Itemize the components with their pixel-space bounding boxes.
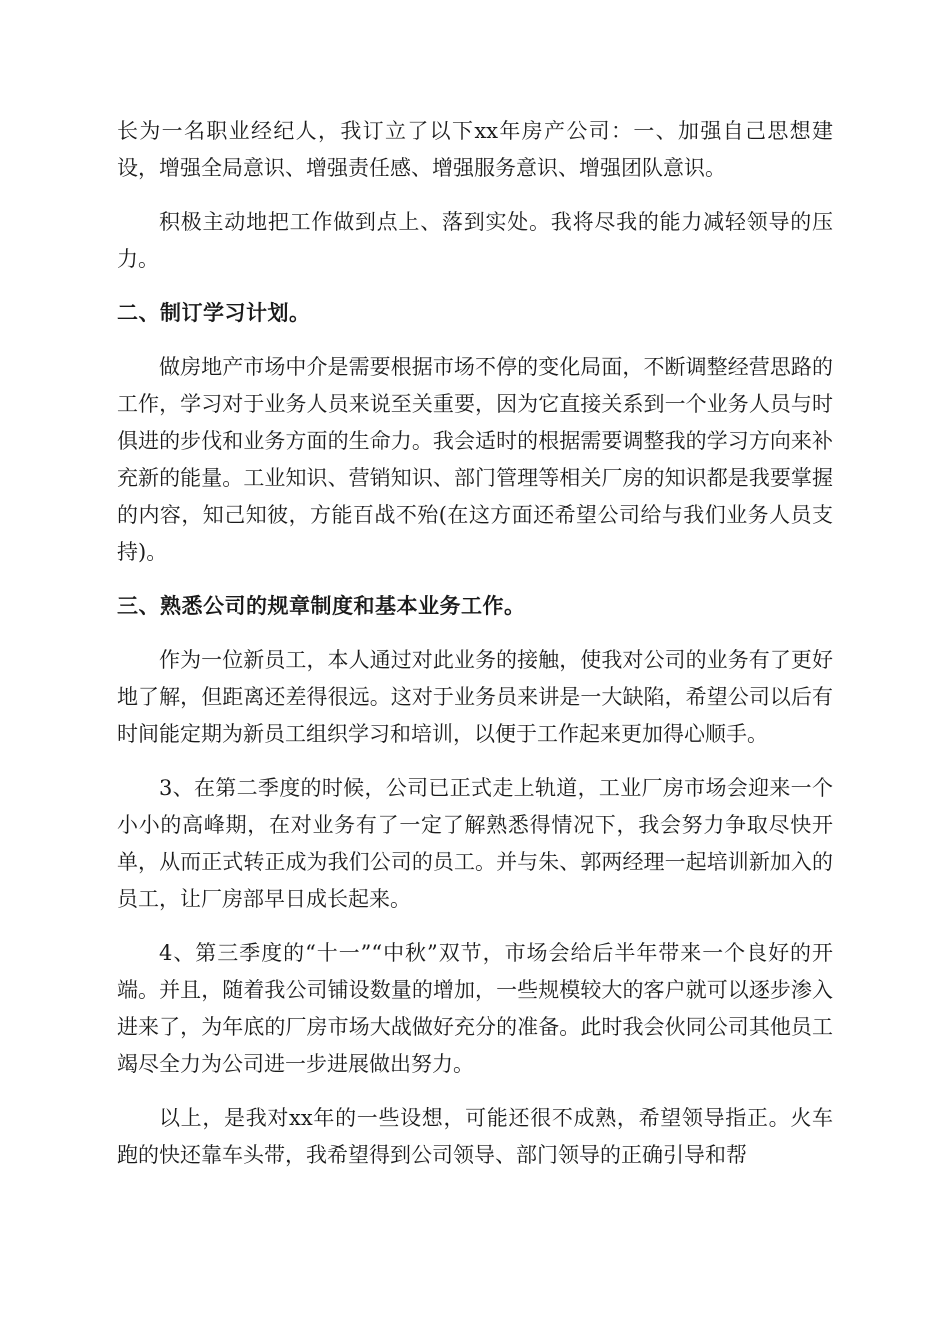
paragraph-third-quarter: 4、第三季度的“十一”“中秋”双节，市场会给后半年带来一个良好的开端。并且，随着我公司铺设数量的增加，一些规模较大的客户就可以逐步渗入进来了，为年底的厂房市场大战做好充分的准备。此时我会伙同公司其他员工竭尽全力为公司进一步进展做出努力。 xyxy=(117,941,833,1076)
paragraph-study: 做房地产市场中介是需要根据市场不停的变化局面，不断调整经营思路的工作，学习对于业务人员来说至关重要，因为它直接关系到一个业务人员与时俱进的步伐和业务方面的生命力。我会适时的根据需要调整我的学习方向来补充新的能量。工业知识、营销知识、部门管理等相关厂房的知识都是我要掌握的内容，知己知彼，方能百战不殆(在这方面还希望公司给与我们业务人员支持)。 xyxy=(117,355,833,564)
section-heading-study-plan: 二、制订学习计划。 xyxy=(117,301,311,325)
paragraph-initiative: 积极主动地把工作做到点上、落到实处。我将尽我的能力减轻领导的压力。 xyxy=(117,210,833,271)
section-heading-company-rules: 三、熟悉公司的规章制度和基本业务工作。 xyxy=(117,594,526,618)
document-body xyxy=(117,113,833,1191)
paragraph-conclusion: 以上，是我对xx年的一些设想，可能还很不成熟，希望领导指正。火车跑的快还靠车头带，我希望得到公司领导、部门领导的正确引导和帮 xyxy=(117,1106,833,1167)
paragraph-new-employee: 作为一位新员工，本人通过对此业务的接触，使我对公司的业务有了更好地了解，但距离还差得很远。这对于业务员来讲是一大缺陷，希望公司以后有时间能定期为新员工组织学习和培训，以便于工作起来更加得心顺手。 xyxy=(117,648,833,746)
paragraph-goals: 长为一名职业经纪人，我订立了以下xx年房产公司：一、加强自己思想建设，增强全局意识、增强责任感、增强服务意识、增强团队意识。 xyxy=(117,119,833,180)
paragraph-second-quarter: 3、在第二季度的时候，公司已正式走上轨道，工业厂房市场会迎来一个小小的高峰期，在对业务有了一定了解熟悉得情况下，我会努力争取尽快开单，从而正式转正成为我们公司的员工。并与朱、郭两经理一起培训新加入的员工，让厂房部早日成长起来。 xyxy=(117,776,833,911)
